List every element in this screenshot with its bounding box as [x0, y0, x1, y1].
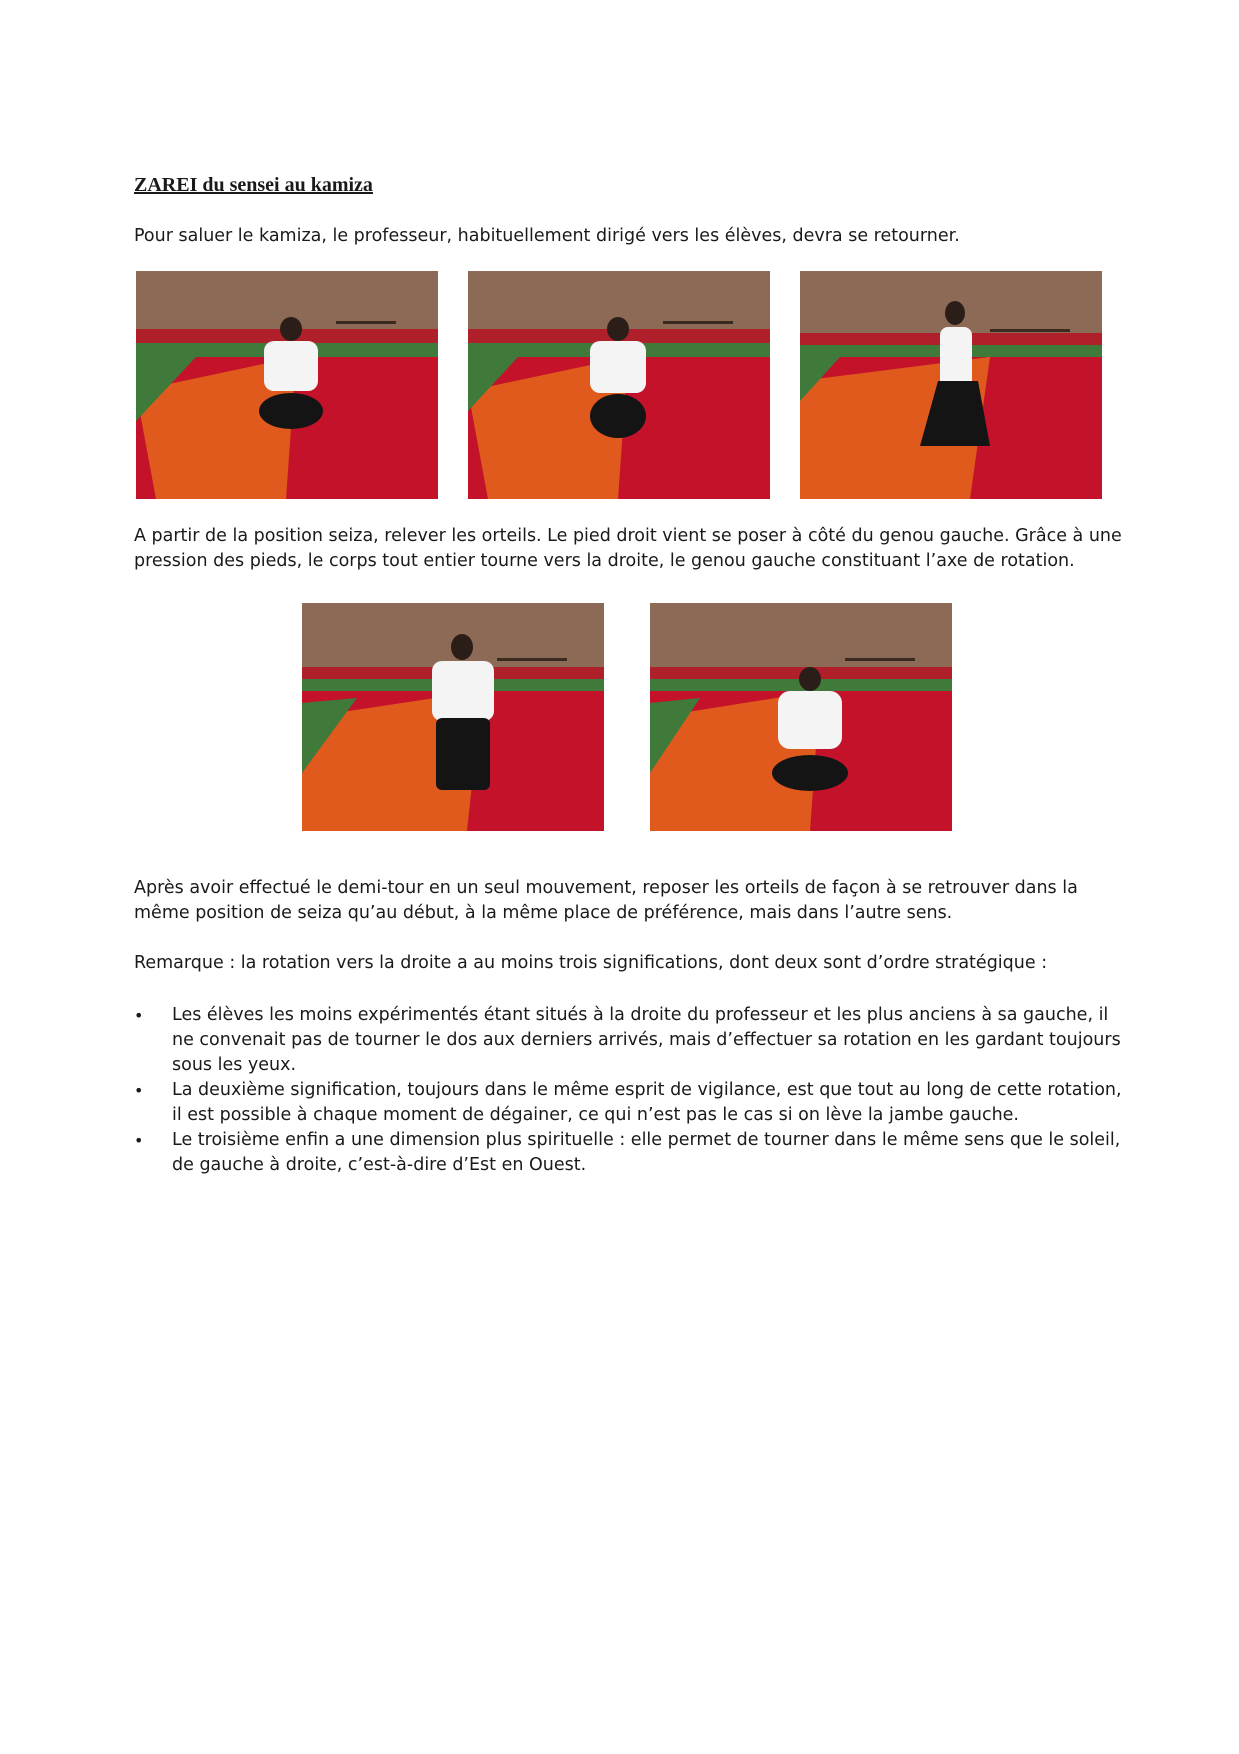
photo-turning: [800, 271, 1102, 499]
list-item: [134, 1003, 1124, 1078]
bullet-glyph: •: [134, 1131, 144, 1150]
photo-back-kneeling: [302, 603, 604, 831]
list-item: [134, 1078, 1124, 1128]
photo-seiza-front: [136, 271, 438, 499]
photo-back-seiza: [650, 603, 952, 831]
photo-toes-raised: [468, 271, 770, 499]
page-title: ZAREI du sensei au kamiza: [134, 174, 373, 196]
step-paragraph: A partir de la position seiza, relever les orteils. Le pied droit vient se poser à côté du genou gauche. Grâce à une pression des pieds, le corps tout entier tourne vers la droite, le genou gauche constituant l’axe de rotation.: [134, 526, 1122, 571]
list-item-text: Les élèves les moins expérimentés étant situés à la droite du professeur et les plus anciens à sa gauche, il ne convenait pas de tourner le dos aux derniers arrivés, mais d’effectuer sa rotation en les gardant toujours sous les yeux.: [172, 1005, 1121, 1075]
list-item: [134, 1128, 1124, 1178]
significations-list: [134, 1003, 1124, 1178]
intro-paragraph: Pour saluer le kamiza, le professeur, habituellement dirigé vers les élèves, devra se retourner.: [134, 226, 960, 246]
bullet-glyph: •: [134, 1006, 144, 1025]
after-paragraph: Après avoir effectué le demi-tour en un seul mouvement, reposer les orteils de façon à se retrouver dans la même position de seiza qu’au début, à la même place de préférence, mais dans l’autre sens.: [134, 878, 1078, 923]
list-item-text: Le troisième enfin a une dimension plus spirituelle : elle permet de tourner dans le même sens que le soleil, de gauche à droite, c’est-à-dire d’Est en Ouest.: [172, 1130, 1121, 1175]
list-item-text: La deuxième signification, toujours dans le même esprit de vigilance, est que tout au long de cette rotation, il est possible à chaque moment de dégainer, ce qui n’est pas le cas si on lève la jambe gauche.: [172, 1080, 1122, 1125]
bullet-glyph: •: [134, 1081, 144, 1100]
remark-paragraph: Remarque : la rotation vers la droite a au moins trois significations, dont deux sont d’ordre stratégique :: [134, 953, 1048, 973]
